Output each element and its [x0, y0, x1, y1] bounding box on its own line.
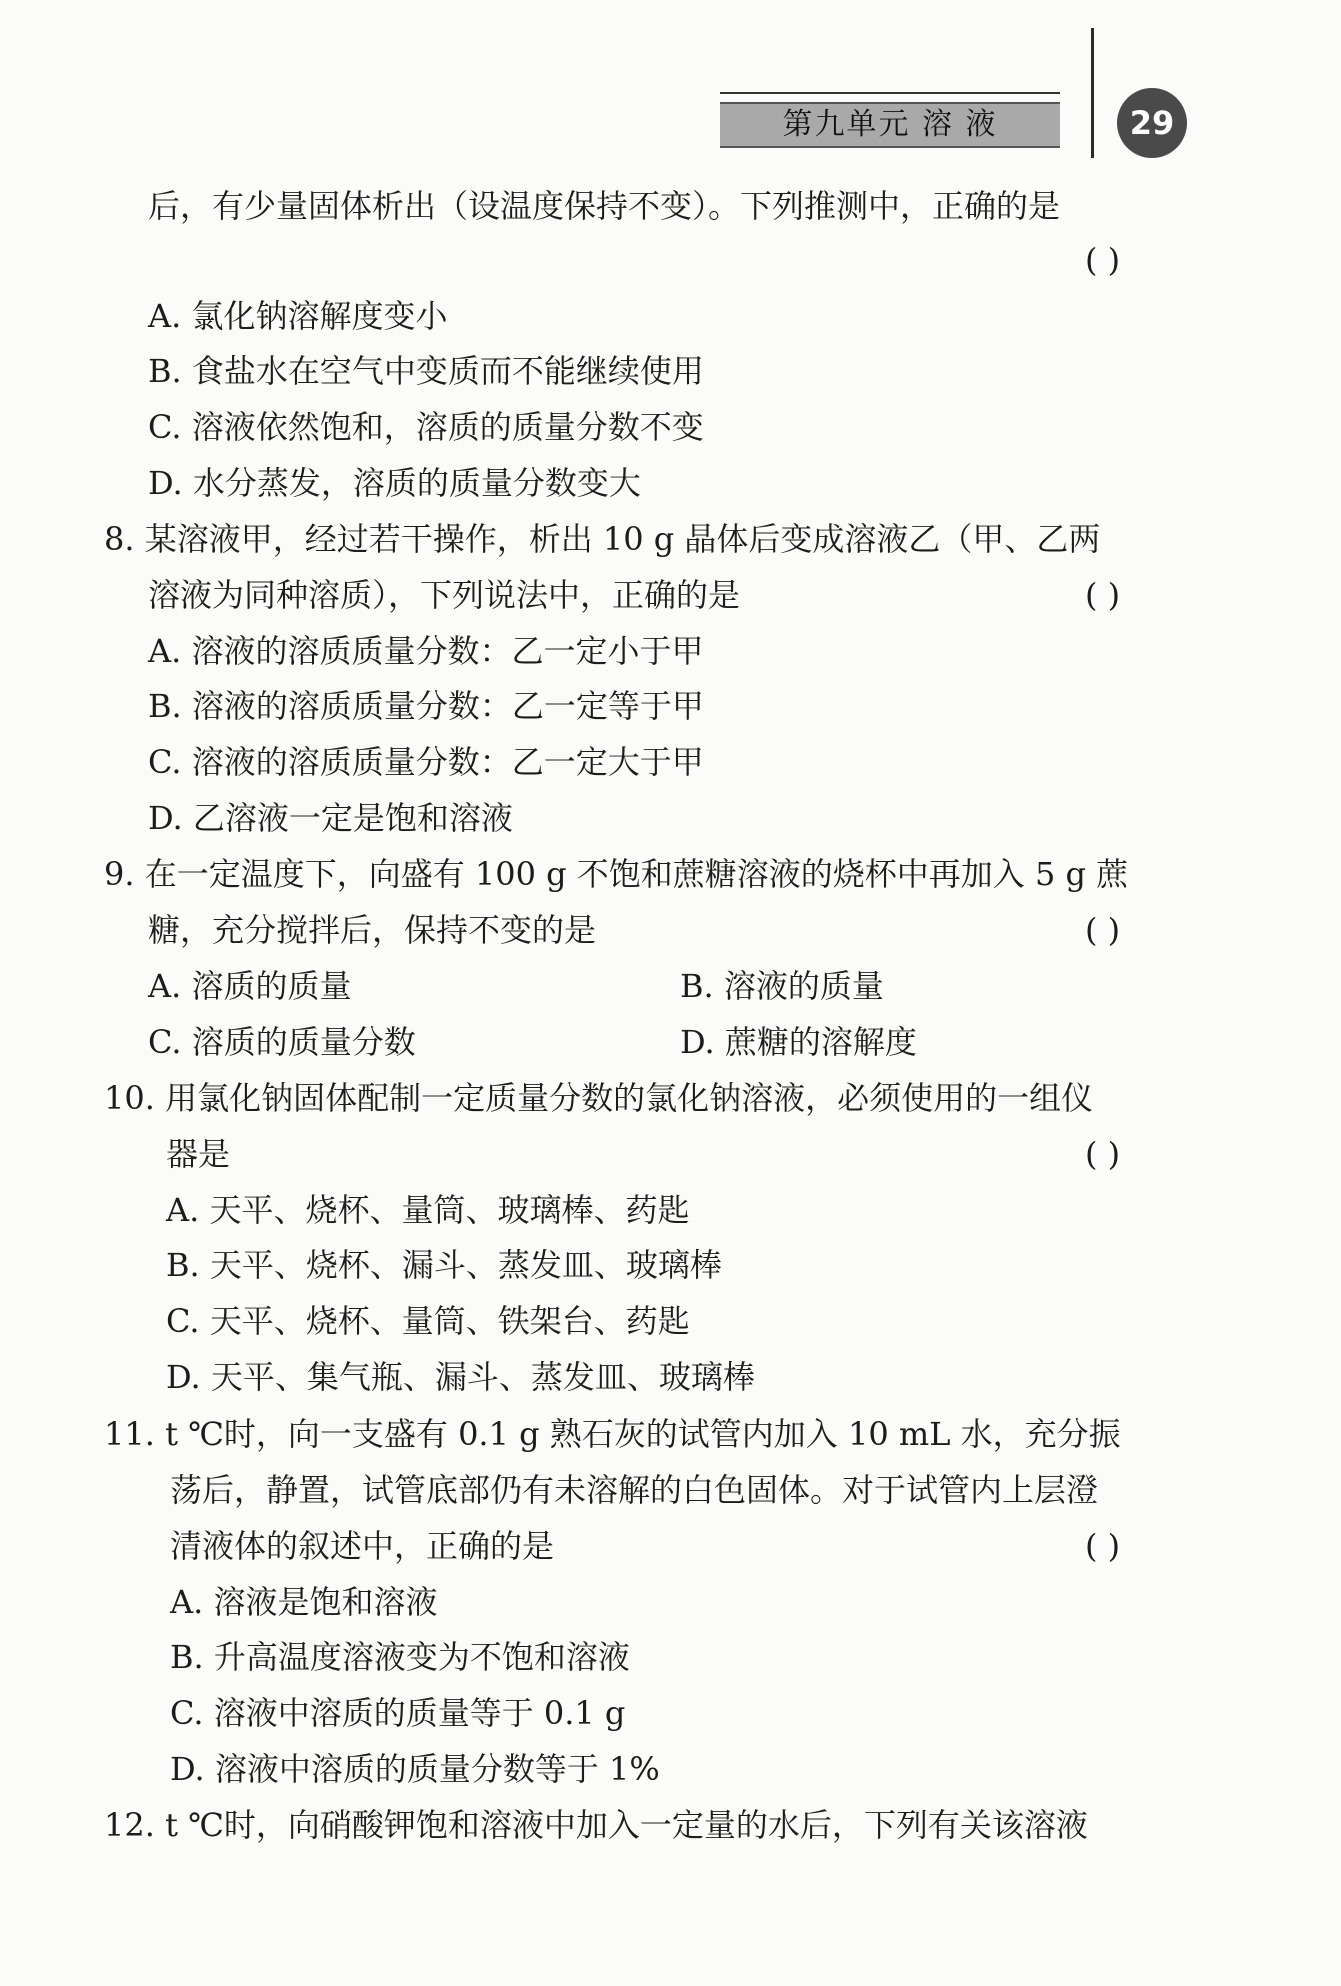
q8-answer-bracket: ( )	[1085, 576, 1121, 614]
q7-option-a: A. 氯化钠溶解度变小	[148, 297, 448, 335]
q7-continuation: 后，有少量固体析出（设温度保持不变）。下列推测中，正确的是	[148, 187, 1061, 225]
q9-stem-line1: 9. 在一定温度下，向盛有 100 g 不饱和蔗糖溶液的烧杯中再加入 5 g 蔗	[104, 855, 1129, 893]
q10-option-c: C. 天平、烧杯、量筒、铁架台、药匙	[166, 1302, 690, 1340]
q9-option-a: A. 溶质的质量	[148, 967, 352, 1005]
q11-answer-bracket: ( )	[1085, 1527, 1121, 1565]
q11-option-c: C. 溶液中溶质的质量等于 0.1 g	[170, 1694, 626, 1732]
q8-stem-line2: 溶液为同种溶质），下列说法中，正确的是	[148, 576, 741, 614]
q7-option-b: B. 食盐水在空气中变质而不能继续使用	[148, 352, 704, 390]
q12-stem-line1: 12. t ℃时，向硝酸钾饱和溶液中加入一定量的水后，下列有关该溶液	[104, 1806, 1088, 1844]
unit-title: 第九单元 溶 液	[720, 102, 1060, 148]
q7-answer-bracket: ( )	[1085, 241, 1121, 279]
q11-stem-line1: 11. t ℃时，向一支盛有 0.1 g 熟石灰的试管内加入 10 mL 水，充分振	[104, 1415, 1121, 1453]
q11-stem-line3: 清液体的叙述中，正确的是	[170, 1527, 555, 1565]
margin-rule	[1091, 28, 1094, 158]
q9-option-c: C. 溶质的质量分数	[148, 1023, 416, 1061]
q9-stem-line2: 糖，充分搅拌后，保持不变的是	[148, 911, 597, 949]
q11-option-b: B. 升高温度溶液变为不饱和溶液	[170, 1638, 630, 1676]
q8-stem-line1: 8. 某溶液甲，经过若干操作，析出 10 g 晶体后变成溶液乙（甲、乙两	[104, 520, 1101, 558]
q9-answer-bracket: ( )	[1085, 911, 1121, 949]
q11-option-d: D. 溶液中溶质的质量分数等于 1%	[170, 1750, 660, 1788]
q8-option-b: B. 溶液的溶质质量分数：乙一定等于甲	[148, 687, 704, 725]
q8-option-d: D. 乙溶液一定是饱和溶液	[148, 799, 513, 837]
q11-option-a: A. 溶液是饱和溶液	[170, 1583, 438, 1621]
q7-option-d: D. 水分蒸发，溶质的质量分数变大	[148, 464, 641, 502]
q10-stem-line1: 10. 用氯化钠固体配制一定质量分数的氯化钠溶液，必须使用的一组仪	[104, 1079, 1094, 1117]
q9-option-d: D. 蔗糖的溶解度	[680, 1023, 917, 1061]
q8-option-a: A. 溶液的溶质质量分数：乙一定小于甲	[148, 632, 704, 670]
q10-option-b: B. 天平、烧杯、漏斗、蒸发皿、玻璃棒	[166, 1246, 722, 1284]
q7-option-c: C. 溶液依然饱和，溶质的质量分数不变	[148, 408, 704, 446]
q9-option-b: B. 溶液的质量	[680, 967, 884, 1005]
q10-option-a: A. 天平、烧杯、量筒、玻璃棒、药匙	[166, 1191, 690, 1229]
running-header	[720, 92, 1060, 148]
q8-option-c: C. 溶液的溶质质量分数：乙一定大于甲	[148, 743, 704, 781]
q11-stem-line2: 荡后，静置，试管底部仍有未溶解的白色固体。对于试管内上层澄	[170, 1471, 1099, 1509]
page-number: 29	[1117, 88, 1187, 158]
q10-option-d: D. 天平、集气瓶、漏斗、蒸发皿、玻璃棒	[166, 1358, 755, 1396]
q10-stem-line2: 器是	[166, 1135, 231, 1173]
q10-answer-bracket: ( )	[1085, 1135, 1121, 1173]
header-rule	[720, 92, 1060, 94]
